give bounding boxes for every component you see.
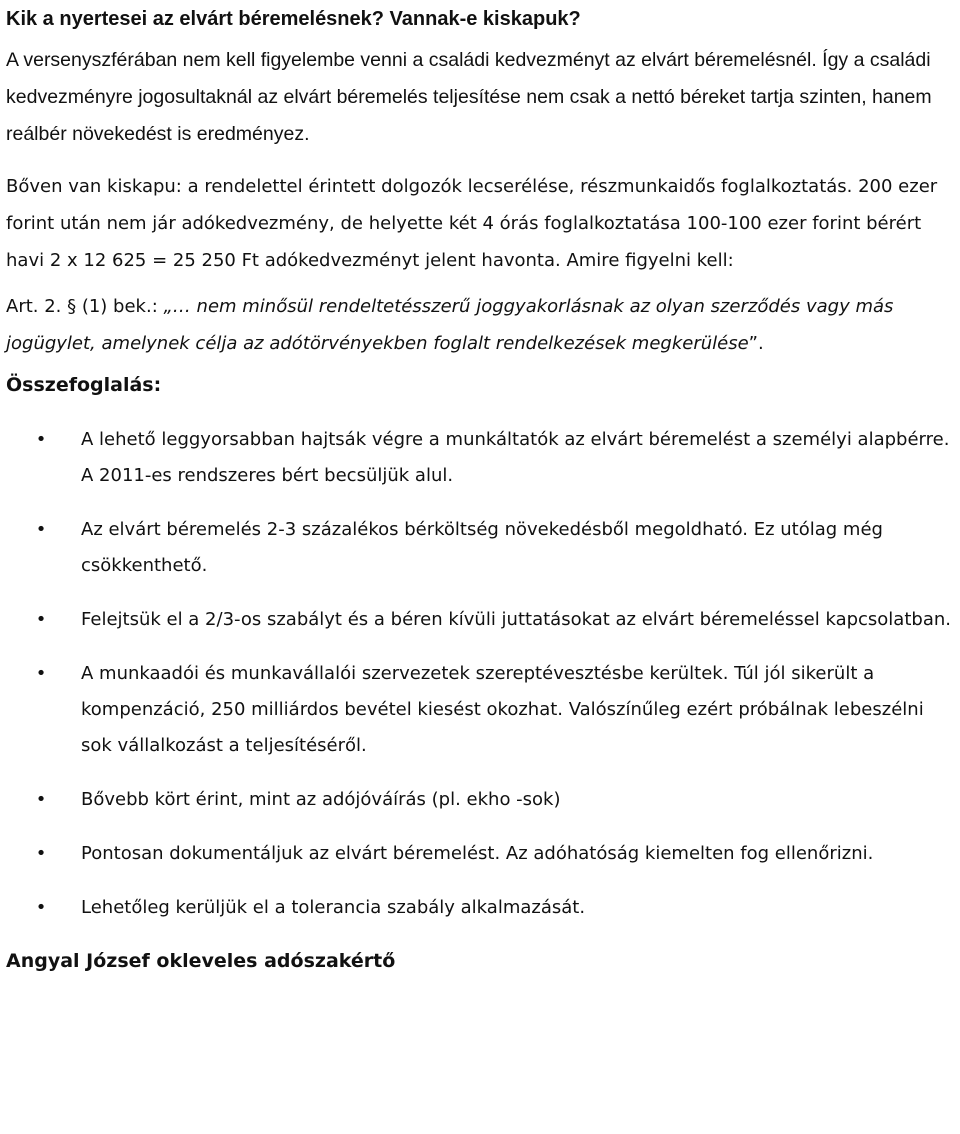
list-item: [6, 782, 956, 818]
list-item-text: A lehető leggyorsabban hajtsák végre a munkáltatók az elvárt béremelést a személyi alapbérre. A 2011-es rendszeres bért becsüljük alul.: [81, 429, 950, 486]
document-page: [6, 0, 956, 974]
legal-quote: „… nem minősül rendeltetésszerű joggyakorlásnak az olyan szerződés vagy más jogügylet, amelynek célja az adótörvényekben foglalt rendelkezések megkerülése: [6, 296, 894, 354]
list-item: [6, 422, 956, 494]
list-item: [6, 656, 956, 764]
list-item-text: Pontosan dokumentáljuk az elvárt béremelést. Az adóhatóság kiemelten fog ellenőrizni.: [81, 843, 874, 864]
legal-reference-label: Art. 2. § (1) bek.:: [6, 296, 164, 317]
bullet-icon: •: [35, 609, 47, 630]
bullet-icon: •: [35, 663, 47, 684]
list-item-text: Bővebb kört érint, mint az adójóváírás (pl. ekho -sok): [81, 789, 561, 810]
bullet-icon: •: [35, 789, 47, 810]
list-item-text: A munkaadói és munkavállalói szervezetek szereptévesztésbe kerültek. Túl jól sikerült a kompenzáció, 250 milliárdos bevétel kiesést okozhat. Valószínűleg ezért próbálnak lebeszélni sok vállalkozást a teljesítéséről.: [81, 663, 924, 756]
legal-quote-end: ”.: [748, 333, 764, 354]
list-item: [6, 512, 956, 584]
paragraph-loopholes: Bőven van kiskapu: a rendelettel érintett dolgozók lecserélése, részmunkaidős foglalkoztatás. 200 ezer forint után nem jár adókedvezmény, de helyette két 4 órás foglalkoztatása 100-100 ezer forint bérért havi 2 x 12 625 = 25 250 Ft adókedvezményt jelent havonta. Amire figyelni kell:: [6, 176, 938, 271]
paragraph-family-allowance: A versenyszférában nem kell figyelembe venni a családi kedvezményt az elvárt béremelésnél. Így a családi kedvezményre jogosultaknál az elvárt béremelés teljesítése nem csak a nettó béreket tartja szinten, hanem reálbér növekedést is eredményez.: [6, 49, 932, 145]
page-title: Kik a nyertesei az elvárt béremelésnek? Vannak-e kiskapuk?: [6, 8, 581, 30]
bullet-icon: •: [35, 897, 47, 918]
author-signature: Angyal József okleveles adószakértő: [6, 950, 396, 972]
bullet-icon: •: [35, 843, 47, 864]
paragraph-legal-reference: [6, 288, 956, 362]
list-item-text: Az elvárt béremelés 2-3 százalékos bérköltség növekedésből megoldható. Ez utólag még csökkenthető.: [81, 519, 883, 576]
list-item-text: Felejtsük el a 2/3-os szabályt és a béren kívüli juttatásokat az elvárt béremeléssel kapcsolatban.: [81, 609, 951, 630]
list-item: [6, 890, 956, 926]
summary-list: [6, 422, 956, 926]
list-item-text: Lehetőleg kerüljük el a tolerancia szabály alkalmazását.: [81, 897, 586, 918]
summary-title: Összefoglalás:: [6, 374, 162, 396]
bullet-icon: •: [35, 429, 47, 450]
bullet-icon: •: [35, 519, 47, 540]
list-item: [6, 836, 956, 872]
list-item: [6, 602, 956, 638]
